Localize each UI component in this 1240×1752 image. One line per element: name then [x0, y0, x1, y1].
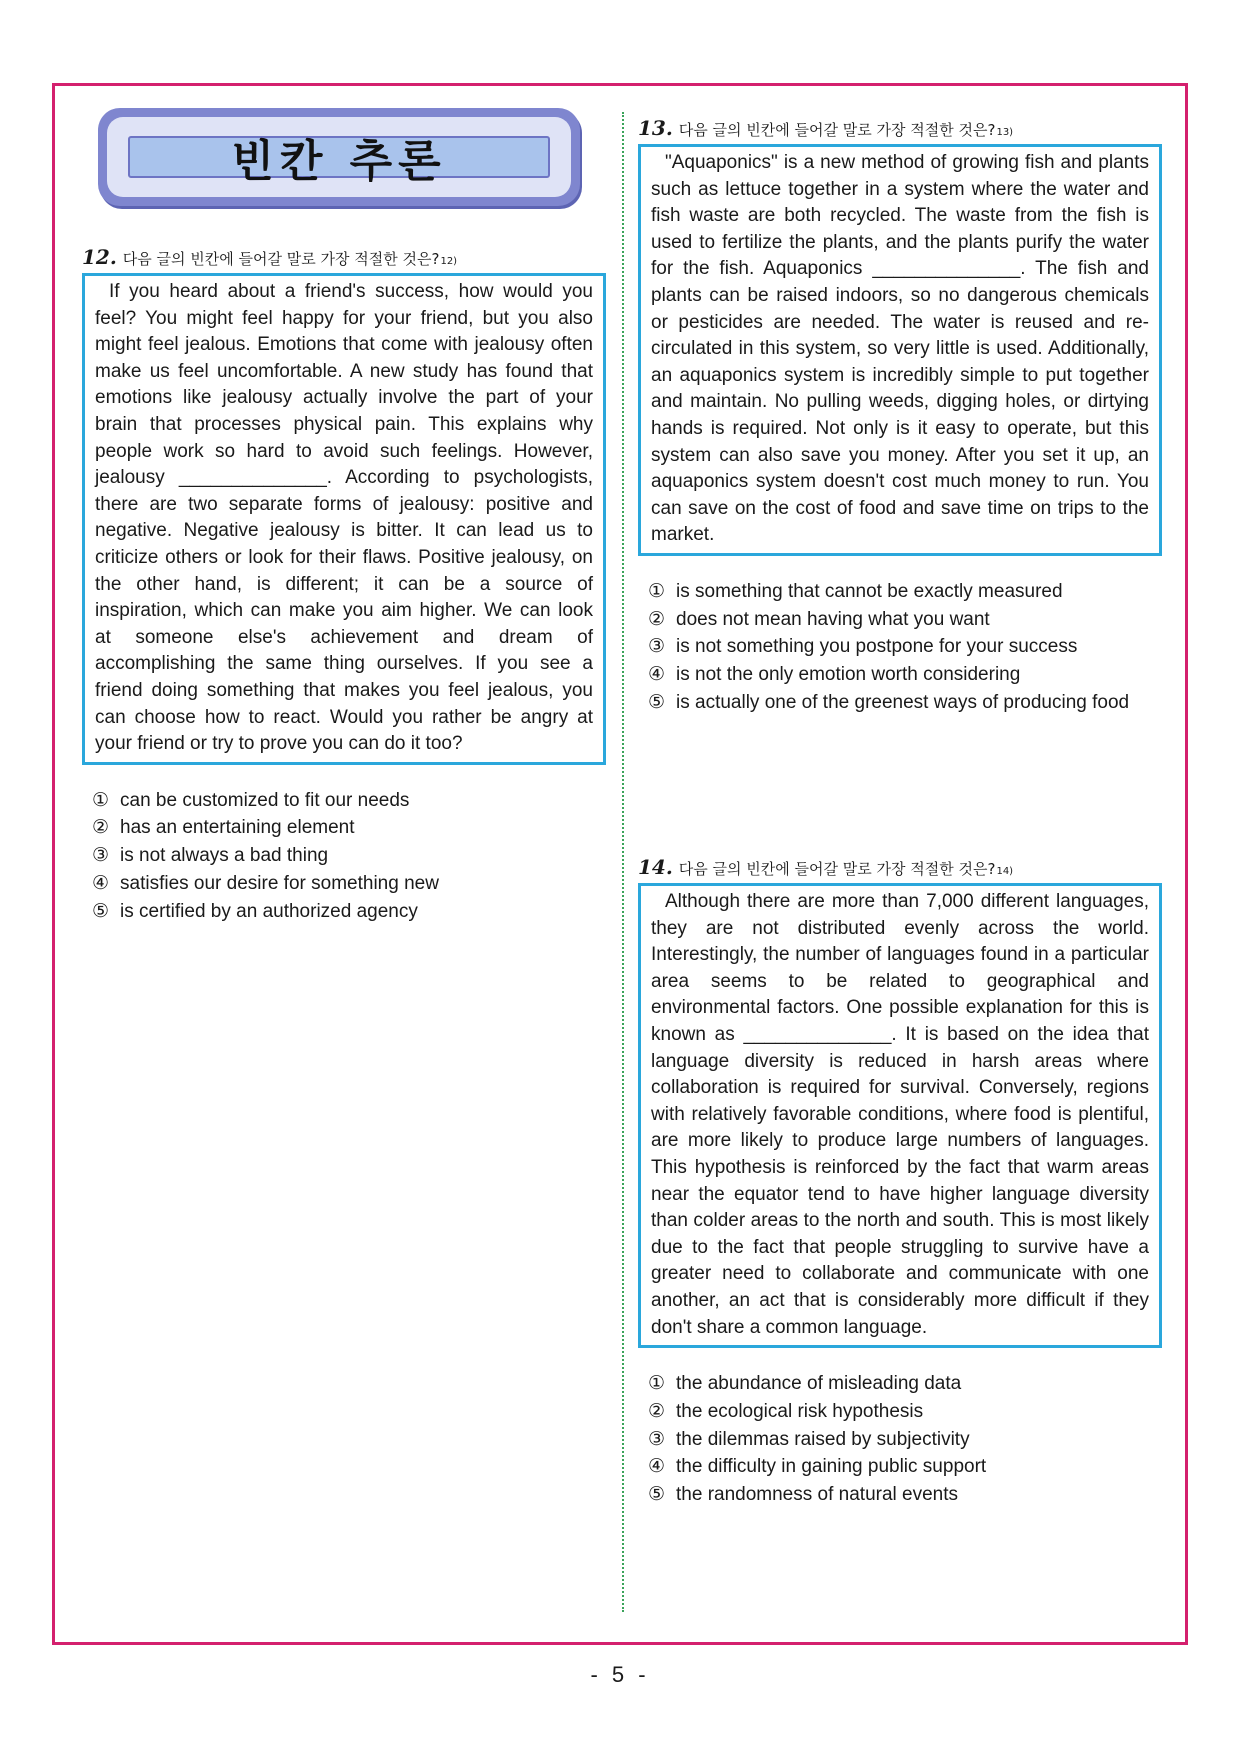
choice-4[interactable]: ④ is not the only emotion worth considering [648, 664, 1021, 686]
footnote-ref: 13) [996, 127, 1014, 138]
footnote-ref: 12) [440, 256, 458, 267]
question-prompt: 다음 글의 빈칸에 들어갈 말로 가장 적절한 것은? [678, 860, 996, 878]
choice-3[interactable]: ③ is not something you postpone for your success [648, 636, 1078, 658]
section-title: 빈칸 추론 [231, 136, 447, 187]
choice-5[interactable]: ⑤ is certified by an authorized agency [92, 900, 418, 922]
question-number: 14. [638, 855, 673, 879]
passage-box [638, 883, 1162, 1348]
question-number: 13. [638, 116, 673, 140]
answer-choices [82, 787, 606, 926]
question-prompt: 다음 글의 빈칸에 들어갈 말로 가장 적절한 것은? [678, 121, 996, 139]
choice-3[interactable]: ③ the dilemmas raised by subjectivity [648, 1428, 970, 1450]
question-14 [638, 855, 1162, 1509]
choice-1[interactable]: ① is something that cannot be exactly measured [648, 580, 1063, 602]
section-title-banner [98, 108, 580, 206]
passage-text: If you heard about a friend's success, how would you feel? You might feel happy for your friend, but you also might feel jealous. Emotions that come with jealousy often make us feel uncomfortable. A new study has found that emotions like jealousy actually involve the part of your brain that processes physical pain. This explains why people work so hard to avoid such feelings. However, jealousy ______________. According to psychologists, there are two separate forms of jealousy: positive and negative. Negative jealousy is bitter. It can lead us to criticize others or look for their flaws. Positive jealousy, on the other hand, is different; it can be a source of inspiration, which can make you aim higher. We can look at someone else's achievement and dream of accomplishing the same thing ourselves. If you see a friend doing something that makes you feel jealous, you can choose how to react. Would you rather be angry at your friend or try to prove you can do it too? [95, 281, 593, 755]
question-header [638, 855, 1162, 881]
answer-choices [638, 578, 1162, 717]
question-prompt: 다음 글의 빈칸에 들어갈 말로 가장 적절한 것은? [122, 250, 440, 268]
passage-box [82, 273, 606, 765]
question-header [638, 116, 1162, 142]
choice-4[interactable]: ④ the difficulty in gaining public support [648, 1456, 987, 1478]
passage-text: Although there are more than 7,000 different languages, they are not distributed evenly across the world. Interestingly, the number of languages found in a particular area seems to be related to geographical and environmental factors. One possible explanation for this is known as ______________. It is based on the idea that language diversity is reduced in harsh areas where collaboration is required for survival. Conversely, regions with relatively favorable conditions, where food is plentiful, are more likely to produce large numbers of languages. This hypothesis is reinforced by the fact that warm areas near the equator tend to have higher language diversity than colder areas to the north and south. This is most likely due to the fact that people struggling to survive have a greater need to collaborate and communicate with one another, an act that is considerably more difficult if they don't share a common language. [651, 891, 1149, 1338]
choice-2[interactable]: ② the ecological risk hypothesis [648, 1400, 924, 1422]
choice-1[interactable]: ① can be customized to fit our needs [92, 789, 410, 811]
choice-5[interactable]: ⑤ the randomness of natural events [648, 1483, 959, 1505]
question-12 [82, 245, 606, 925]
passage-text: "Aquaponics" is a new method of growing fish and plants such as lettuce together in a system where the water and fish waste are both recycled. The waste from the fish is used to fertilize the plants, and the plants purify the water for the fish. Aquaponics ______________. The fish and plants can be raised indoors, so no dangerous chemicals or pesticides are needed. The water is reused and re-circulated in this system, so very little is used. Additionally, an aquaponics system is incredibly simple to put together and maintain. No pulling weeds, digging holes, or dirtying hands is required. Not only is it easy to operate, but this system can also save you money. After you set it up, an aquaponics system doesn't cost much money to run. You can save on the cost of food and save time on trips to the market. [651, 152, 1149, 546]
answer-choices [638, 1370, 1162, 1509]
footnote-ref: 14) [996, 866, 1014, 877]
choice-1[interactable]: ① the abundance of misleading data [648, 1373, 962, 1395]
question-header [82, 245, 606, 271]
column-divider [622, 112, 624, 1612]
choice-2[interactable]: ② has an entertaining element [92, 817, 355, 839]
choice-4[interactable]: ④ satisfies our desire for something new [92, 872, 439, 894]
question-13 [638, 116, 1162, 716]
question-number: 12. [82, 245, 117, 269]
page-number: - 5 - [590, 1662, 650, 1687]
choice-3[interactable]: ③ is not always a bad thing [92, 845, 329, 867]
passage-box [638, 144, 1162, 556]
choice-5[interactable]: ⑤ is actually one of the greenest ways of producing food [648, 691, 1130, 713]
choice-2[interactable]: ② does not mean having what you want [648, 608, 990, 630]
